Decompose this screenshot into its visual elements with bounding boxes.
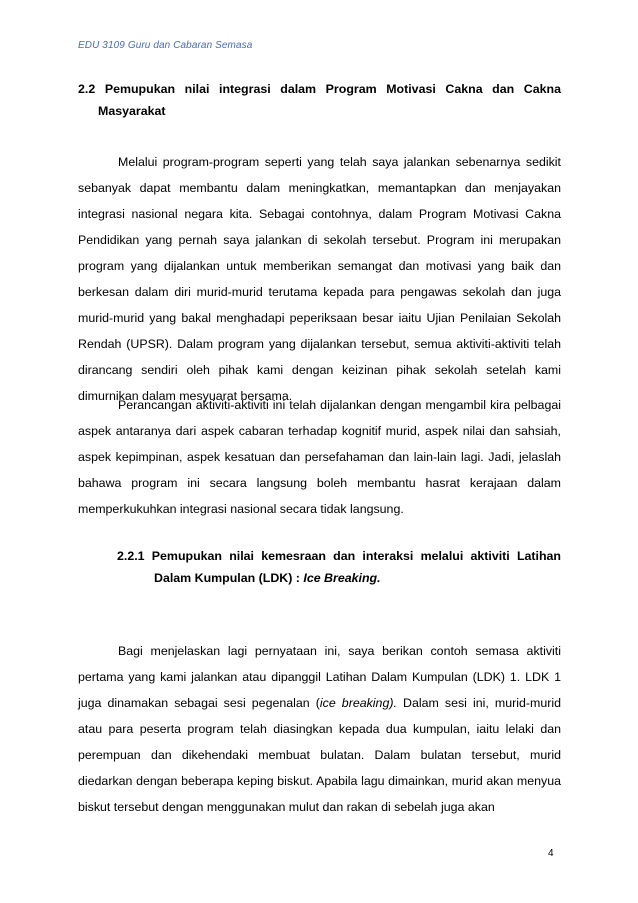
paragraph-3-text [78,638,561,820]
subsection-heading-prefix: Dalam Kumpulan (LDK) : [154,571,304,585]
section-heading-line1: 2.2 Pemupukan nilai integrasi dalam Program Motivasi Cakna dan Cakna [78,82,561,96]
subsection-heading [117,545,561,589]
paragraph-2 [78,392,561,522]
subsection-heading-italic: Ice Breaking. [303,571,381,585]
paragraph-1 [78,149,561,409]
paragraph-3 [78,638,561,820]
subsection-heading-line1: 2.2.1 Pemupukan nilai kemesraan dan interaksi melalui aktiviti Latihan [117,549,561,563]
paragraph-1-text: Melalui program-program seperti yang telah saya jalankan sebenarnya sedikit sebanyak dapat membantu dalam meningkatkan, memantapkan dan menjayakan integrasi nasional negara kita. Sebagai contohnya, dalam Program Motivasi Cakna Pendidikan yang pernah saya jalankan di sekolah tersebut. Program ini merupakan program yang dijalankan untuk memberikan semangat dan motivasi yang baik dan berkesan dalam diri murid-murid terutama kepada para pengawas sekolah dan juga murid-murid yang bakal menghadapi peperiksaan besar iaitu Ujian Penilaian Sekolah Rendah (UPSR). Dalam program yang dijalankan tersebut, semua aktiviti-aktiviti telah dirancang sendiri oleh pihak kami dengan keizinan pihak sekolah setelah kami dimurnikan dalam mesyuarat bersama. [78,155,561,403]
section-heading [78,78,561,122]
running-header: EDU 3109 Guru dan Cabaran Semasa [78,40,253,51]
page-number: 4 [548,848,554,859]
paragraph-3-part1: Bagi menjelaskan lagi pernyataan ini, saya berikan contoh semasa aktiviti pertama yang kami jalankan atau dipanggil Latihan Dalam Kumpulan (LDK) 1. LDK 1 juga dinamakan sebagai sesi pegenalan ( [78,644,561,710]
paragraph-3-italic: ice breaking). [319,696,397,710]
paragraph-3-part2: Dalam sesi ini, murid-murid atau para peserta program telah diasingkan kepada dua kumpulan, iaitu lelaki dan perempuan dan dikehendaki membuat bulatan. Dalam bulatan tersebut, murid diedarkan dengan beberapa keping biskut. Apabila lagu dimainkan, murid akan menyua biskut tersebut dengan menggunakan mulut dan rakan di sebelah juga akan [78,696,562,814]
paragraph-2-text: Perancangan aktiviti-aktiviti ini telah dijalankan dengan mengambil kira pelbagai aspek antaranya dari aspek cabaran terhadap kognitif murid, aspek nilai dan sahsiah, aspek kepimpinan, aspek kesatuan dan persefahaman dan lain-lain lagi. Jadi, jelaslah bahawa program ini secara langsung boleh membantu hasrat kerajaan dalam memperkukuhkan integrasi nasional secara tidak langsung. [78,398,561,516]
section-heading-line2: Masyarakat [98,104,166,118]
subsection-heading-line2 [117,567,561,589]
